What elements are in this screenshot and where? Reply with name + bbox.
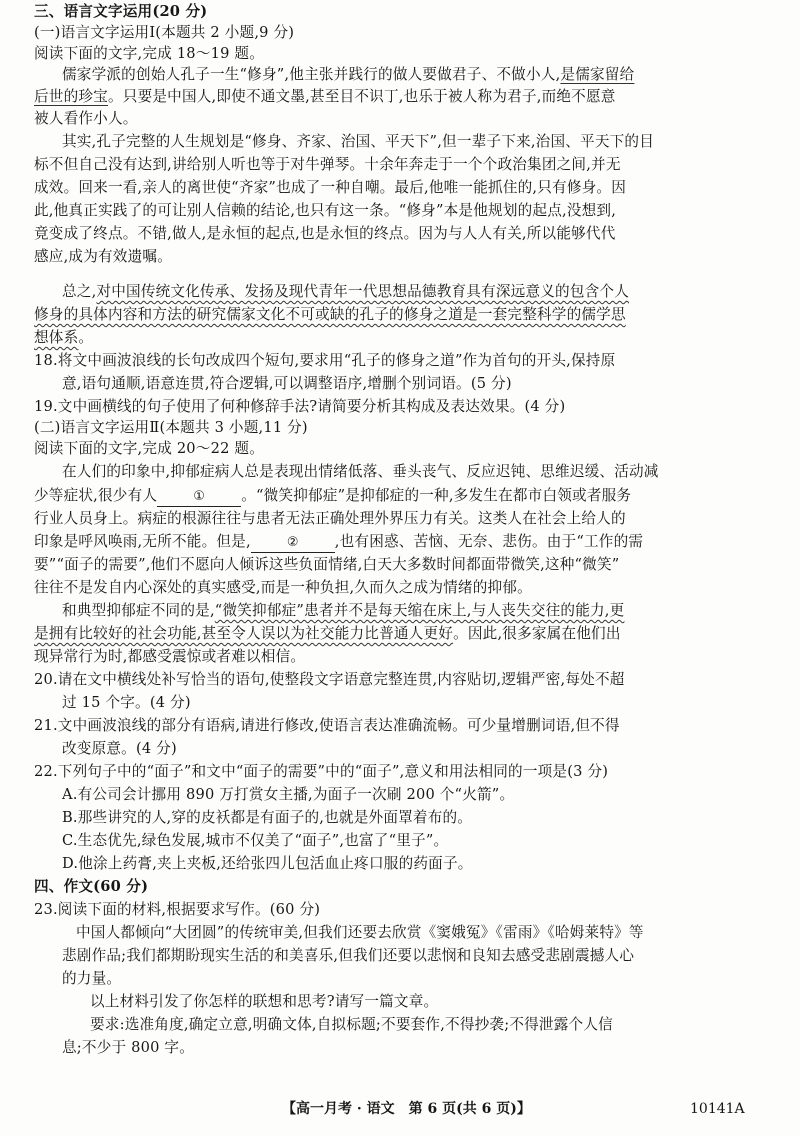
passage2-para1-line1: 在人们的印象中,抑郁症病人总是表现出情绪低落、垂头丧气、反应迟钝、思维迟缓、活动减 [62,463,659,480]
subsection-2-title: (二)语言文字运用Ⅱ(本题共 3 小题,11 分) [34,419,308,436]
passage2-para1-line6: 往往不是发自内心深处的真实感受,而是一种负担,久而久之成为情绪的抑郁。 [34,579,532,596]
question-23: 23.阅读下面的材料,根据要求写作。(60 分) [34,901,321,918]
passage1-para1-line3: 被人看作小人。 [34,110,138,127]
passage1-para2-line2: 标不但自己没有达到,讲给别人听也等于对牛弹琴。十余年奔走于一个个政治集团之间,并无 [34,156,621,173]
essay-requirements-line2: 息;不少于 800 字。 [62,1039,195,1056]
question-20-line2: 过 15 个字。(4 分) [62,694,191,711]
section-4-title: 四、作文(60 分) [34,878,149,895]
passage1-para2-line1: 其实,孔子完整的人生规划是“修身、齐家、治国、平天下”,但一辈子下来,治国、平天下的目 [62,133,655,150]
section-3-title: 三、语言文字运用(20 分) [34,3,208,20]
passage1-para2-line6: 感应,成为有效遗嘱。 [34,248,172,265]
material-line1: 中国人都倾向“大团圆”的传统审美,但我们还要去欣赏《窦娥冤》《雷雨》《哈姆莱特》等 [76,924,644,941]
passage2-para2-line3: 现异常行为时,都感受震惊或者难以相信。 [34,648,306,665]
footer-code: 10141A [690,1101,745,1117]
blank-1: ① [157,488,241,507]
passage2-para1-line4: 印象是呼风唤雨,无所不能。但是, ② ,也有困惑、苦恼、无奈、悲伤。由于“工作的需 [34,531,643,553]
question-19: 19.文中画横线的句子使用了何种修辞手法?请简要分析其构成及表达效果。(4 分) [34,398,566,415]
passage2-para2-line1: 和典型抑郁症不同的是,“微笑抑郁症”患者并不是每天缩在床上,与人丧失交往的能力,更 [62,602,625,619]
essay-requirements-line1: 要求:选准角度,确定立意,明确文体,自拟标题;不要套作,不得抄袭;不得泄露个人信 [90,1016,613,1033]
underlined-sentence-end: 后世的珍宝 [34,88,108,105]
passage1-para1-line2: 后世的珍宝。只要是中国人,即使不通文墨,甚至目不识丁,也乐于被人称为君子,而绝不愿意 [34,88,616,105]
passage2-para2-line2: 是拥有比较好的社会功能,甚至令人误以为社交能力比普通人更好。因此,很多家属在他们出 [34,625,621,642]
option-b: B.那些讲究的人,穿的皮袄都是有面子的,也就是外面罩着布的。 [62,809,473,826]
passage1-para3-line1: 总之,对中国传统文化传承、发扬及现代青年一代思想品德教育具有深远意义的包含个人 [62,283,630,300]
subsection-1-title: (一)语言文字运用Ⅰ(本题共 2 小题,9 分) [34,24,295,41]
footer-page-info: 【高一月考 · 语文 第 6 页(共 6 页)】 [282,1101,531,1117]
material-line2: 悲剧作品;我们都期盼现实生活的和美喜乐,但我们还要以悲悯和良知去感受悲剧震撼人心 [62,947,635,964]
question-21-line2: 改变原意。(4 分) [62,740,177,757]
passage1-para1-line1: 儒家学派的创始人孔子一生“修身”,他主张并践行的做人要做君子、不做小人,是儒家留给 [62,66,635,83]
material-line3: 的力量。 [62,970,122,987]
passage1-para2-line5: 竟变成了终点。不错,做人,是永恒的起点,也是永恒的终点。因为与人人有关,所以能够代代 [34,225,616,242]
passage2-para1-line3: 行业人员身上。病症的根源往往与患者无法正确处理外界压力有关。这类人在社会上给人的 [34,510,626,527]
underlined-sentence: 是儒家留给 [560,66,635,83]
passage1-para2-line4: 此,他真正实践了的可让别人信赖的结论,也只有这一条。“修身”本是他规划的起点,没想到, [34,202,617,219]
question-21-line1: 21.文中画波浪线的部分有语病,请进行修改,使语言表达准确流畅。可少量增删词语,但不得 [34,717,620,734]
passage1-para2-line3: 成效。回来一看,亲人的离世使“齐家”也成了一种自嘲。最后,他唯一能抓住的,只有修身。因 [34,179,627,196]
passage2-para1-line5: 要”“面子的需要”,他们不愿向人倾诉这些负面情绪,白天大多数时间都面带微笑,这种“微笑” [34,556,620,573]
passage1-para3-line3: 想体系。 [34,329,94,346]
passage2-para1-line2: 少等症状,很少有人 ① 。“微笑抑郁症”是抑郁症的一种,多发生在都市白领或者服务 [34,485,631,507]
option-a: A.有公司会计挪用 890 万打赏女主播,为面子一次刷 200 个“火箭”。 [62,786,515,803]
question-18-line2: 意,语句通顺,语意连贯,符合逻辑,可以调整语序,增删个别词语。(5 分) [62,375,512,392]
question-20-line1: 20.请在文中横线处补写恰当的语句,使整段文字语意完整连贯,内容贴切,逻辑严密,每处不超 [34,671,625,688]
reading-instruction-1: 阅读下面的文字,完成 18～19 题。 [34,45,264,62]
passage1-para3-line2: 修身的具体内容和方法的研究儒家文化不可或缺的孔子的修身之道是一套完整科学的儒学思 [34,306,626,323]
wavy-sentence: “微笑抑郁症”患者并不是每天缩在床上,与人丧失交往的能力,更 [214,602,625,619]
wavy-long-sentence: 对中国传统文化传承、发扬及现代青年一代思想品德教育具有深远意义的包含个人 [96,283,630,300]
question-22: 22.下列句子中的“面子”和文中“面子的需要”中的“面子”,意义和用法相同的一项是(3 分) [34,763,609,780]
blank-2: ② [251,534,335,553]
essay-prompt: 以上材料引发了你怎样的联想和思考?请写一篇文章。 [90,993,439,1010]
reading-instruction-2: 阅读下面的文字,完成 20～22 题。 [34,440,264,457]
option-d: D.他涂上药膏,夹上夹板,还给张四儿包活血止疼口服的药面子。 [62,855,473,872]
question-18-line1: 18.将文中画波浪线的长句改成四个短句,要求用“孔子的修身之道”作为首句的开头,保持原 [34,352,616,369]
option-c: C.生态优先,绿色发展,城市不仅美了“面子”,也富了“里子”。 [62,832,449,849]
